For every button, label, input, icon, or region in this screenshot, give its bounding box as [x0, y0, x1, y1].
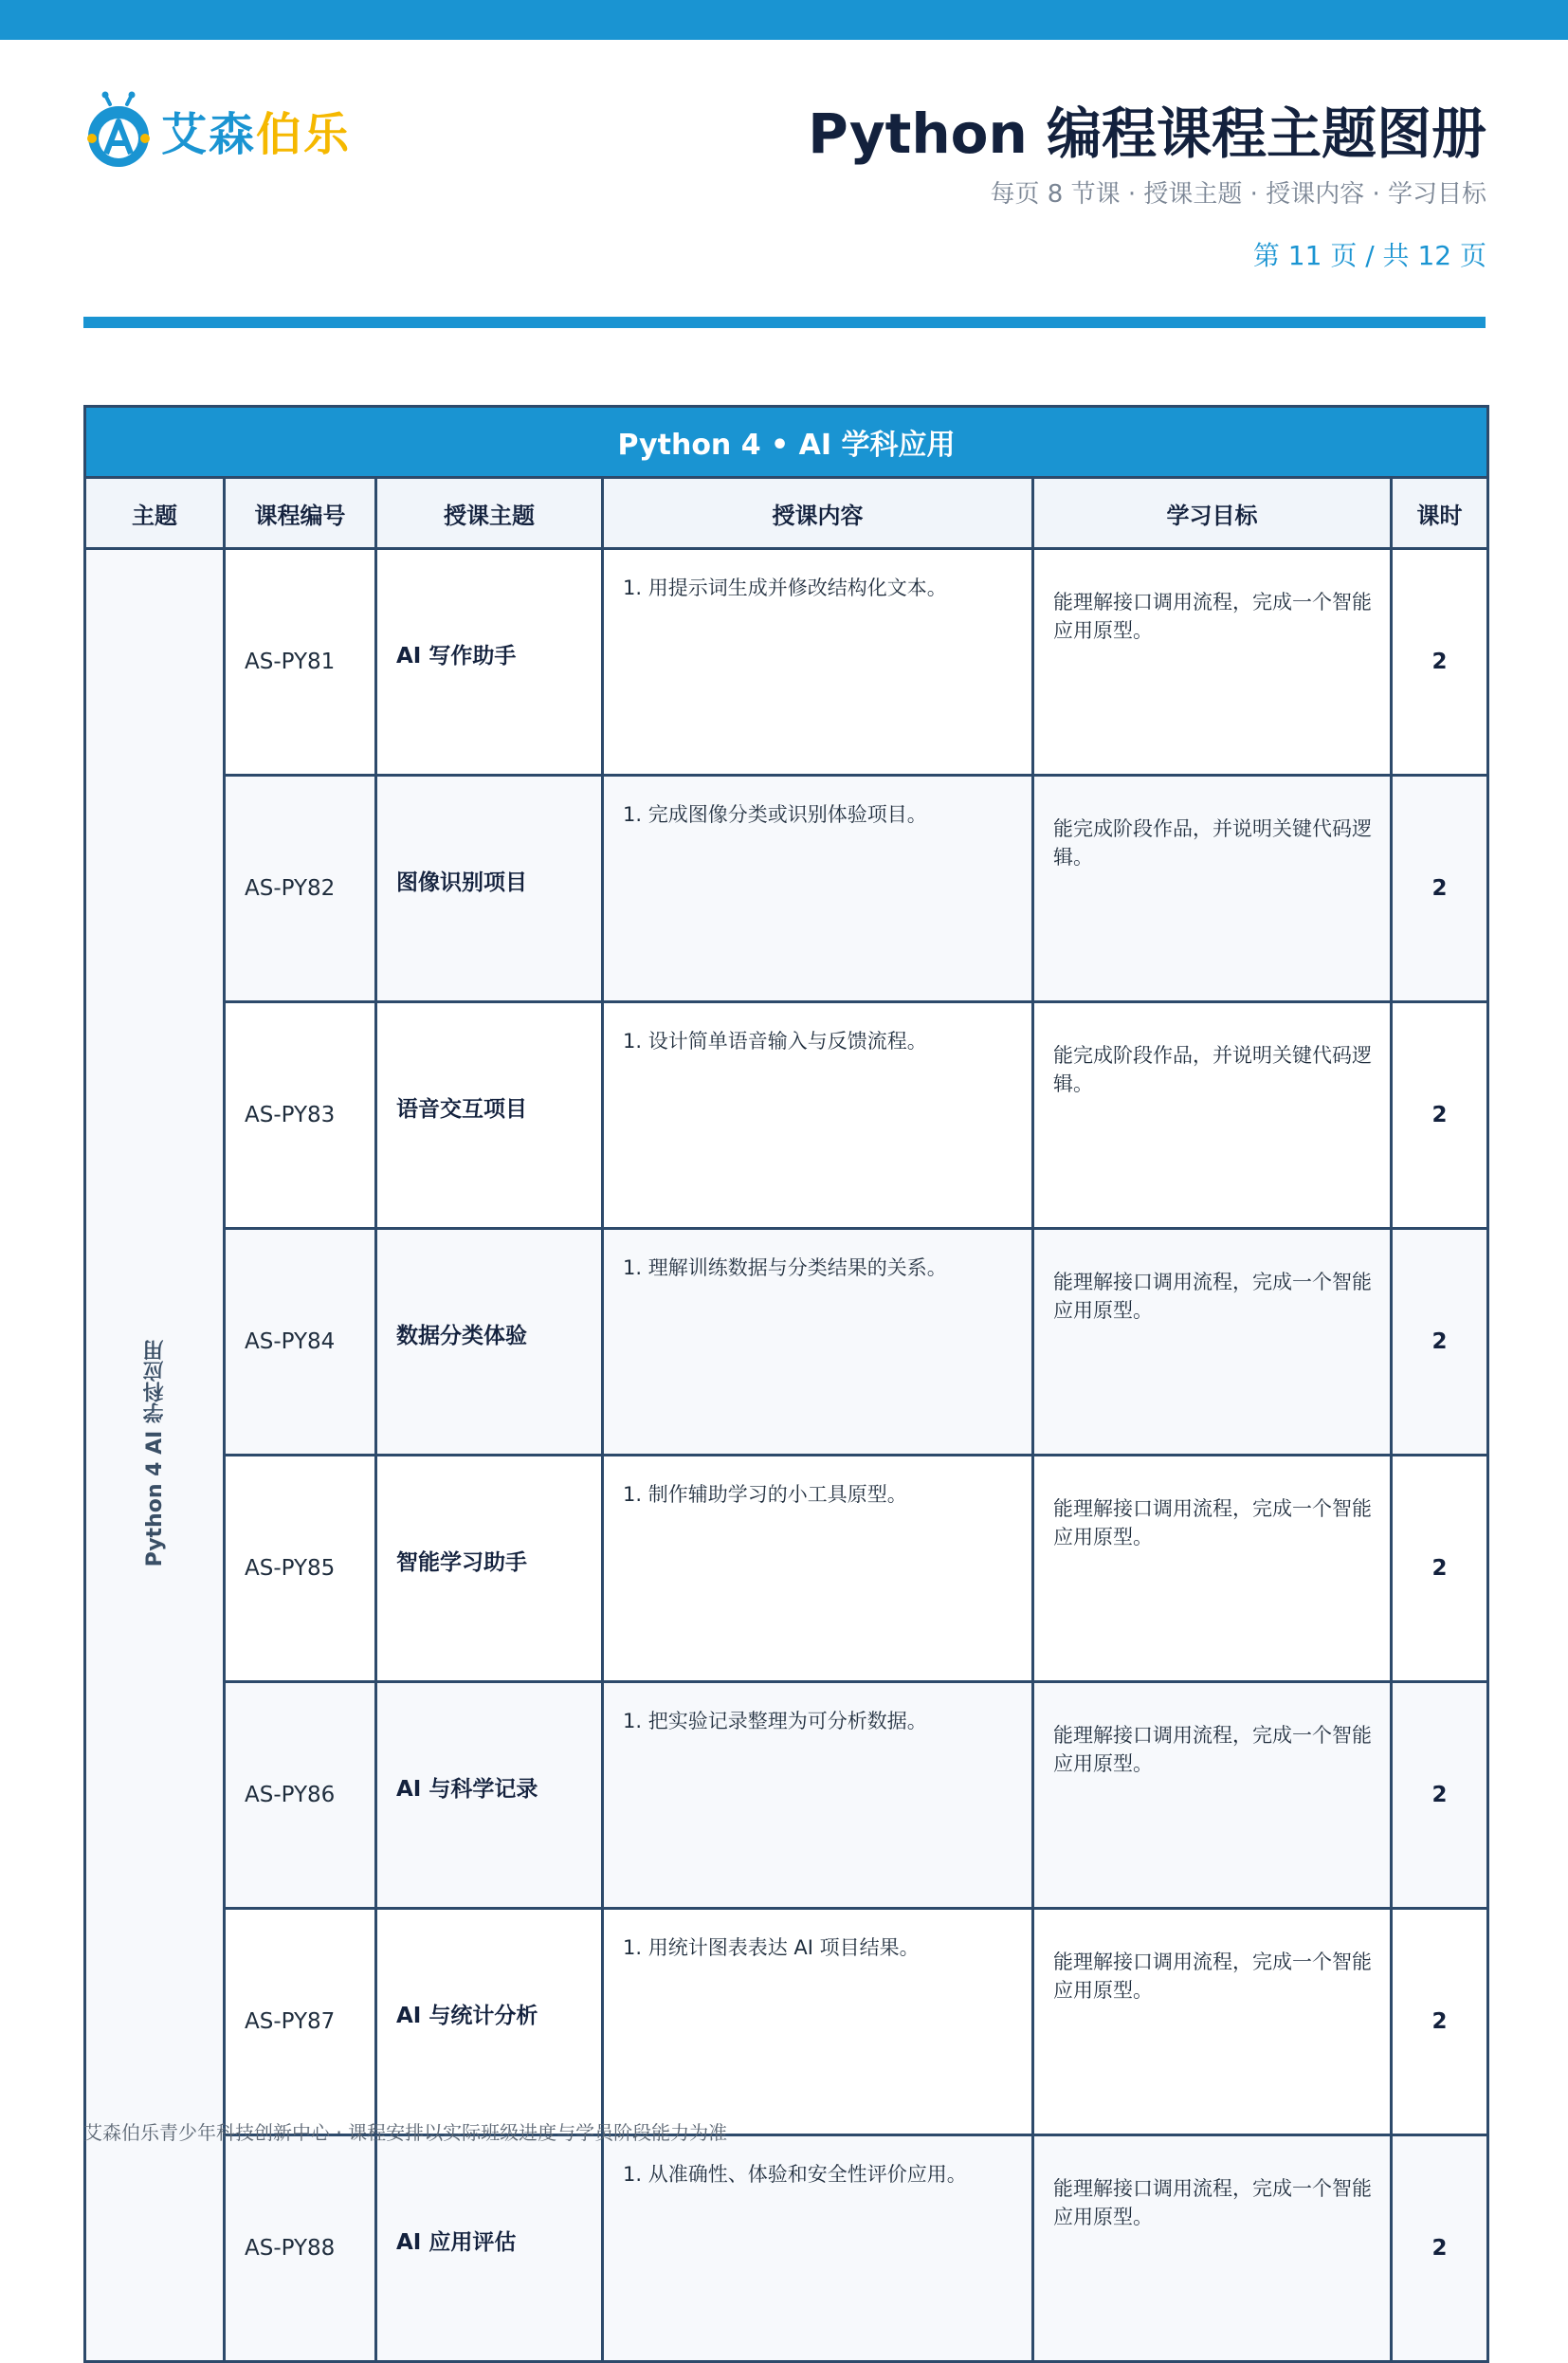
course-content: 1. 设计简单语音输入与反馈流程。 [603, 1002, 1033, 1229]
course-goal: 能理解接口调用流程，完成一个智能应用原型。 [1033, 1229, 1392, 1456]
course-content: 1. 制作辅助学习的小工具原型。 [603, 1456, 1033, 1682]
course-content: 1. 完成图像分类或识别体验项目。 [603, 776, 1033, 1002]
table-row [85, 1456, 1488, 1682]
course-hours: 2 [1392, 1002, 1488, 1229]
course-subject: AI 与统计分析 [376, 1909, 603, 2135]
course-hours: 2 [1392, 1909, 1488, 2135]
course-content: 1. 用提示词生成并修改结构化文本。 [603, 549, 1033, 776]
course-code: AS-PY83 [225, 1002, 376, 1229]
course-content: 1. 从准确性、体验和安全性评价应用。 [603, 2135, 1033, 2362]
course-goal: 能理解接口调用流程，完成一个智能应用原型。 [1033, 1909, 1392, 2135]
course-code: AS-PY85 [225, 1456, 376, 1682]
course-subject: AI 应用评估 [376, 2135, 603, 2362]
column-header-topic: 主题 [85, 478, 225, 549]
table-row [85, 1682, 1488, 1909]
course-table [83, 405, 1489, 2363]
table-band-title: Python 4 • AI 学科应用 [85, 407, 1488, 478]
column-header-code: 课程编号 [225, 478, 376, 549]
brand-logo [82, 91, 351, 169]
course-hours: 2 [1392, 1682, 1488, 1909]
brand-name: 艾森伯乐 [161, 107, 352, 161]
course-code: AS-PY88 [225, 2135, 376, 2362]
topic-label: Python 4 AI 学科应用 [142, 1339, 167, 1567]
course-goal: 能理解接口调用流程，完成一个智能应用原型。 [1033, 1682, 1392, 1909]
table-row [85, 776, 1488, 1002]
column-header-subject: 授课主题 [376, 478, 603, 549]
course-content: 1. 理解训练数据与分类结果的关系。 [603, 1229, 1033, 1456]
robot-a-logo-icon [82, 91, 155, 169]
table-row [85, 2135, 1488, 2362]
course-code: AS-PY84 [225, 1229, 376, 1456]
course-hours: 2 [1392, 549, 1488, 776]
table-row [85, 549, 1488, 776]
top-accent-bar [0, 0, 1568, 40]
course-subject: 语音交互项目 [376, 1002, 603, 1229]
course-hours: 2 [1392, 1456, 1488, 1682]
course-goal: 能完成阶段作品，并说明关键代码逻辑。 [1033, 776, 1392, 1002]
course-subject: 图像识别项目 [376, 776, 603, 1002]
course-code: AS-PY81 [225, 549, 376, 776]
course-goal: 能理解接口调用流程，完成一个智能应用原型。 [1033, 1456, 1392, 1682]
course-code: AS-PY87 [225, 1909, 376, 2135]
course-hours: 2 [1392, 776, 1488, 1002]
course-hours: 2 [1392, 1229, 1488, 1456]
table-header-row [85, 478, 1488, 549]
topic-cell [85, 549, 225, 2362]
column-header-hours: 课时 [1392, 478, 1488, 549]
footer-note: 艾森伯乐青少年科技创新中心 · 课程安排以实际班级进度与学员阶段能力为准 [83, 2121, 728, 2144]
course-code: AS-PY82 [225, 776, 376, 1002]
header-divider [83, 317, 1486, 328]
page-title: Python 编程课程主题图册 [808, 101, 1486, 166]
page-number: 第 11 页 / 共 12 页 [1252, 240, 1486, 271]
course-goal: 能完成阶段作品，并说明关键代码逻辑。 [1033, 1002, 1392, 1229]
course-goal: 能理解接口调用流程，完成一个智能应用原型。 [1033, 549, 1392, 776]
table-row [85, 1909, 1488, 2135]
column-header-goal: 学习目标 [1033, 478, 1392, 549]
column-header-content: 授课内容 [603, 478, 1033, 549]
course-code: AS-PY86 [225, 1682, 376, 1909]
course-subject: 数据分类体验 [376, 1229, 603, 1456]
course-content: 1. 用统计图表表达 AI 项目结果。 [603, 1909, 1033, 2135]
course-hours: 2 [1392, 2135, 1488, 2362]
header-title-block [808, 101, 1486, 210]
table-row [85, 1002, 1488, 1229]
course-subject: AI 写作助手 [376, 549, 603, 776]
course-goal: 能理解接口调用流程，完成一个智能应用原型。 [1033, 2135, 1392, 2362]
course-subject: 智能学习助手 [376, 1456, 603, 1682]
course-subject: AI 与科学记录 [376, 1682, 603, 1909]
table-row [85, 1229, 1488, 1456]
course-content: 1. 把实验记录整理为可分析数据。 [603, 1682, 1033, 1909]
page-subtitle: 每页 8 节课 · 授课主题 · 授课内容 · 学习目标 [990, 179, 1486, 209]
